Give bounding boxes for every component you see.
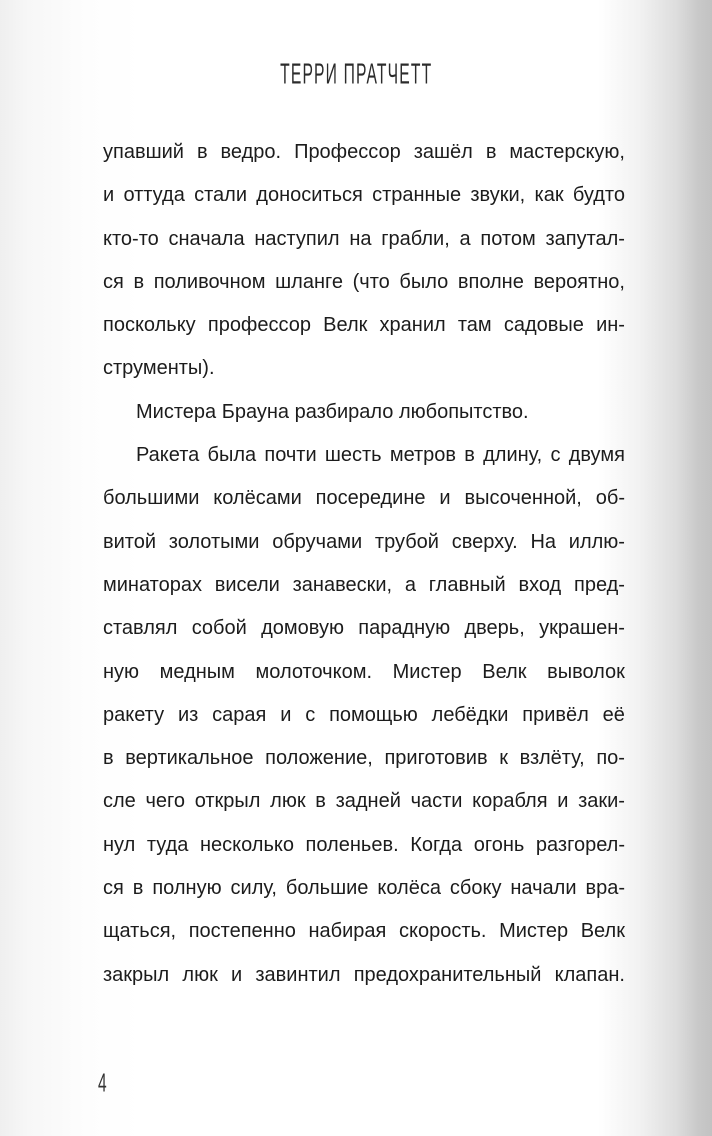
text-line <box>103 607 625 650</box>
word: закрыл <box>103 963 170 986</box>
text-line <box>103 477 625 520</box>
word: наступил <box>254 227 340 250</box>
word: оттуда <box>123 184 185 207</box>
word: поливочном <box>153 270 266 293</box>
word: сначала <box>168 227 245 250</box>
word: в <box>132 877 144 900</box>
running-head-text: ТЕРРИ ПРАТЧЕТТ <box>279 58 433 90</box>
word: (что <box>352 270 390 293</box>
word: странные <box>372 184 462 207</box>
word: витой <box>103 530 157 553</box>
word: в <box>196 141 208 163</box>
word: Мистер <box>499 920 569 943</box>
word: и <box>557 790 569 813</box>
word: будто <box>572 184 625 207</box>
word: колёсами <box>213 487 302 510</box>
word: а <box>459 227 471 250</box>
word: люк <box>270 790 306 813</box>
text-line: Мистера Брауна разбирало любопытство. <box>136 400 529 423</box>
word: начали <box>510 877 577 900</box>
word: двумя <box>568 444 625 467</box>
word: лебёдки <box>431 703 509 726</box>
word: запутал- <box>545 227 625 250</box>
word: Велк <box>580 920 625 943</box>
word: и <box>280 703 292 726</box>
word: с <box>305 703 316 726</box>
word: потом <box>480 227 536 250</box>
word: разгорел- <box>535 833 625 856</box>
word: мастерскую, <box>509 141 625 163</box>
word: грабли, <box>381 227 450 250</box>
page-number-text: 4 <box>98 1068 107 1098</box>
word: высоченной, <box>464 487 582 510</box>
word: Велк <box>323 314 368 337</box>
text-line <box>103 174 625 217</box>
word: На <box>530 530 557 553</box>
word: минаторах <box>103 573 202 596</box>
word: постепенно <box>188 920 296 943</box>
word: а <box>404 573 417 596</box>
word: щаться, <box>103 920 177 943</box>
word: шланге <box>275 270 343 293</box>
word: нул <box>103 833 136 856</box>
word: приготовив <box>384 747 488 770</box>
page-number <box>98 1068 138 1098</box>
text-line <box>103 694 625 737</box>
word: ведро. <box>220 141 282 163</box>
text-line <box>103 434 625 477</box>
word: силу, <box>230 877 277 900</box>
word: привёл <box>522 703 589 726</box>
word: корабля <box>472 790 548 813</box>
word: в <box>103 747 114 770</box>
word: ную <box>103 660 140 683</box>
text-line <box>103 521 625 564</box>
word: зашёл <box>413 141 473 163</box>
word: на <box>349 227 372 250</box>
word: туда <box>146 833 189 856</box>
word: звуки, <box>470 184 526 207</box>
word: ин- <box>596 314 625 337</box>
word: Мистер <box>392 660 462 683</box>
running-head <box>0 58 712 90</box>
word: собой <box>191 617 247 640</box>
word: выволок <box>547 660 625 683</box>
word: набирая <box>308 920 387 943</box>
word: с <box>550 444 561 467</box>
word: главный <box>428 573 506 596</box>
word: поскольку <box>103 314 196 337</box>
word: и <box>231 963 243 986</box>
word: дверь, <box>464 617 525 640</box>
word: взлёту, <box>519 747 585 770</box>
word: помощью <box>329 703 418 726</box>
word: метров <box>389 444 457 467</box>
word: сле <box>103 790 136 813</box>
word: сбоку <box>449 877 502 900</box>
word: Велк <box>482 660 527 683</box>
word: ся <box>103 270 124 293</box>
word: кто-то <box>103 227 159 250</box>
word: вполне <box>457 270 524 293</box>
word: шесть <box>324 444 382 467</box>
word: несколько <box>199 833 294 856</box>
word: ся <box>103 877 124 900</box>
text-line <box>103 564 625 607</box>
word: вход <box>518 573 562 596</box>
word: открыл <box>194 790 261 813</box>
word: садовые <box>503 314 584 337</box>
word: длину, <box>483 444 543 467</box>
word: доноситься <box>256 184 363 207</box>
word: трубой <box>374 530 439 553</box>
word: вероятно, <box>533 270 625 293</box>
word: большие <box>285 877 369 900</box>
text-line <box>103 218 625 261</box>
word: большими <box>103 487 200 510</box>
word: огонь <box>473 833 525 856</box>
word: ракету <box>103 703 165 726</box>
word: по- <box>596 747 625 770</box>
word: вертикальное <box>125 747 254 770</box>
word: пред- <box>574 573 625 596</box>
word: и <box>439 487 451 510</box>
word: сверху. <box>451 530 518 553</box>
text-line <box>103 954 625 997</box>
word: Когда <box>410 833 463 856</box>
word: висели <box>214 573 280 596</box>
word: скорость. <box>399 920 487 943</box>
word: упавший <box>103 141 184 163</box>
word: задней <box>335 790 401 813</box>
word: занавески, <box>292 573 393 596</box>
word: сарая <box>212 703 267 726</box>
word: к <box>499 747 508 770</box>
word: молоточком. <box>255 660 373 683</box>
text-line <box>103 824 625 867</box>
text-line <box>103 261 625 304</box>
word: и <box>103 184 115 207</box>
word: Ракета <box>136 444 200 467</box>
word: почти <box>264 444 317 467</box>
word: в <box>464 444 475 467</box>
word: люк <box>182 963 218 986</box>
word: стали <box>194 184 247 207</box>
text-line <box>103 737 625 780</box>
word: там <box>457 314 492 337</box>
word: полную <box>152 877 222 900</box>
word: была <box>207 444 257 467</box>
word: иллю- <box>568 530 625 553</box>
page-body <box>103 131 625 997</box>
word: золотыми <box>168 530 260 553</box>
word: парадную <box>358 617 451 640</box>
word: клапан. <box>554 963 625 986</box>
word: украшен- <box>539 617 625 640</box>
text-line <box>103 651 625 694</box>
word: чего <box>145 790 186 813</box>
text-line <box>103 131 625 174</box>
word: части <box>410 790 463 813</box>
word: об- <box>595 487 625 510</box>
word: ставлял <box>103 617 178 640</box>
word: профессор <box>207 314 311 337</box>
word: из <box>177 703 199 726</box>
word: обручами <box>272 530 363 553</box>
word: было <box>399 270 449 293</box>
text-line <box>103 304 625 347</box>
text-line: струменты). <box>103 357 215 380</box>
word: в <box>133 270 145 293</box>
word: домовую <box>261 617 344 640</box>
word: в <box>315 790 326 813</box>
word: её <box>602 703 625 726</box>
text-line <box>103 867 625 910</box>
word: медным <box>159 660 235 683</box>
text-line <box>103 780 625 823</box>
word: хранил <box>379 314 446 337</box>
word: посередине <box>315 487 426 510</box>
word: как <box>534 184 564 207</box>
word: предохранительный <box>353 963 542 986</box>
word: поленьев. <box>305 833 399 856</box>
text-line <box>103 910 625 953</box>
word: заки- <box>578 790 625 813</box>
word: в <box>485 141 497 163</box>
word: колёса <box>377 877 441 900</box>
word: Профессор <box>294 141 401 163</box>
word: вра- <box>585 877 625 900</box>
word: завинтил <box>255 963 341 986</box>
word: положение, <box>265 747 373 770</box>
